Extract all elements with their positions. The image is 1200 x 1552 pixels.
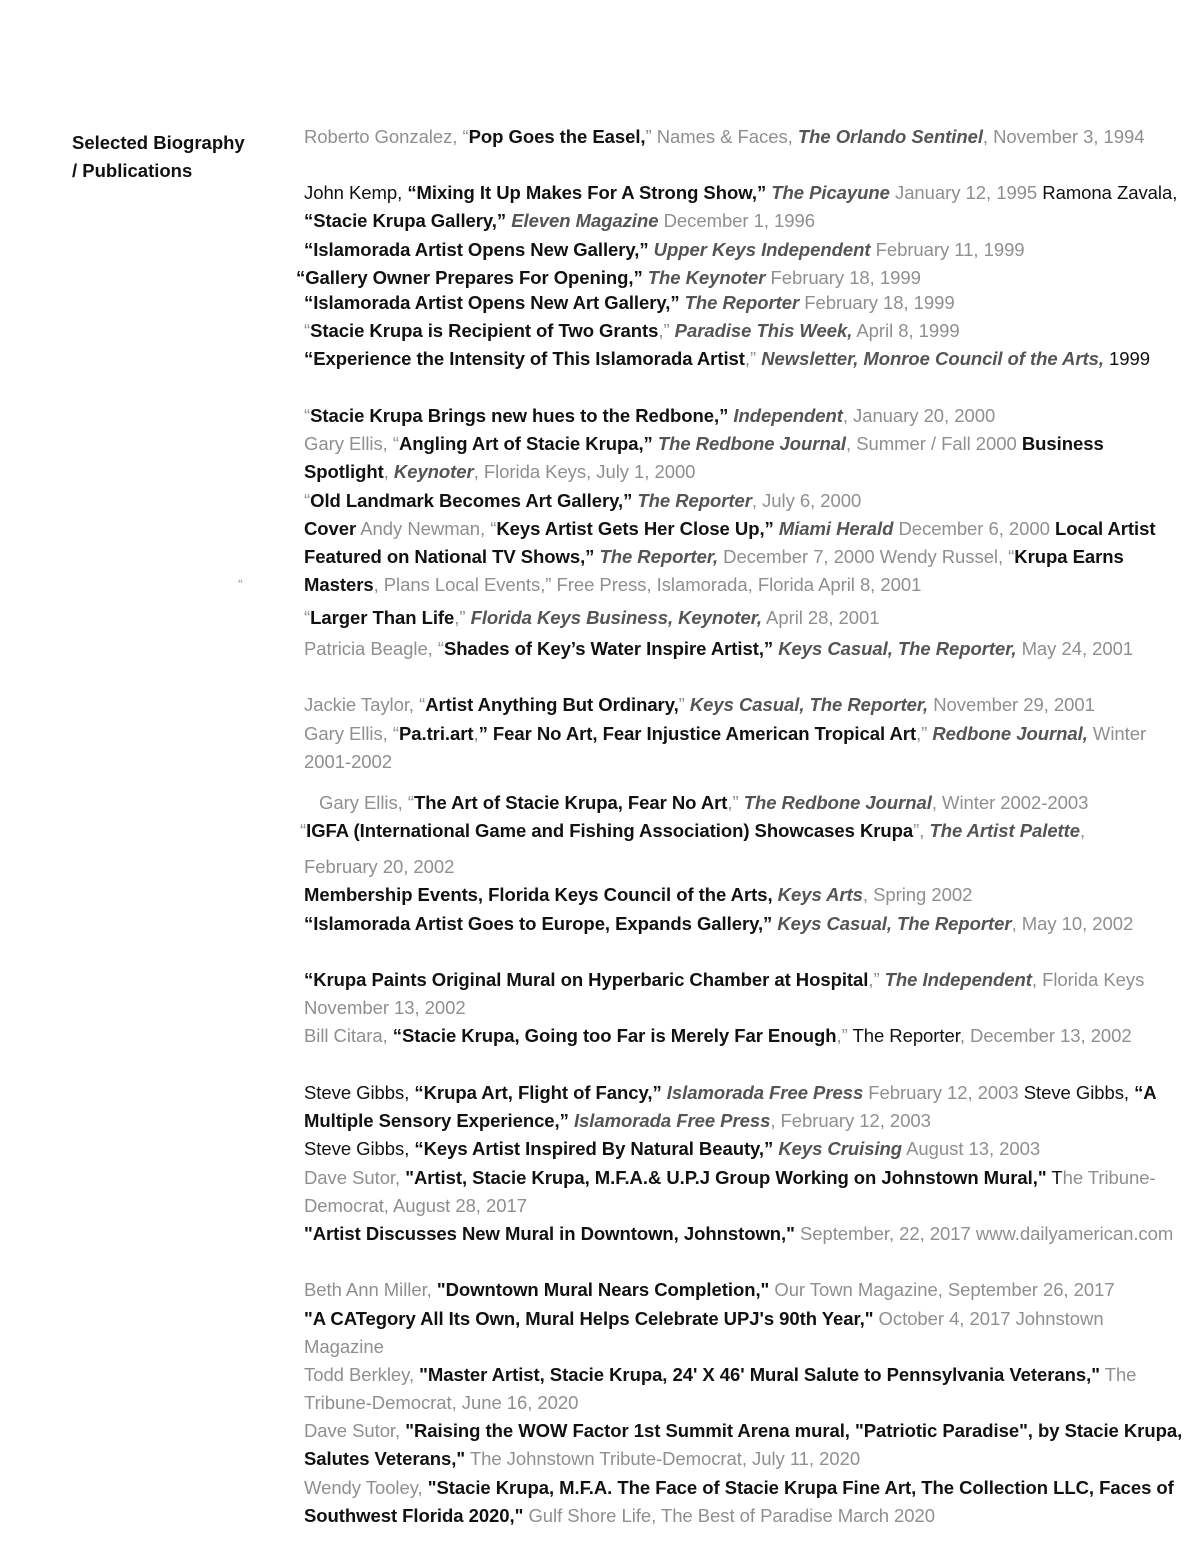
publication-text-segment: “ xyxy=(304,405,311,426)
publication-text-segment: “Mixing It Up Makes For A Strong Show,” xyxy=(407,182,767,203)
publication-text-segment: , February 12, 2003 xyxy=(770,1110,931,1132)
publication-text-segment: Larger Than Life xyxy=(310,607,455,628)
publication-text-segment: "Stacie Krupa, M.F.A. The Face of Stacie Krupa Fine Art, The Collection LLC, Faces of Southwest Florida 2020," xyxy=(304,1477,1174,1527)
publication-text-segment: Keynoter xyxy=(393,461,474,483)
publication-text-segment: The Reporter xyxy=(684,292,800,313)
publication-text-segment: February 18, 1999 xyxy=(765,267,921,288)
publication-text-segment: “Stacie Krupa Gallery,” xyxy=(304,210,507,232)
publication-text-segment: Keys Arts xyxy=(777,884,863,905)
publication-text-segment: “Experience the Intensity of This Islamorada Artist xyxy=(304,348,745,369)
publication-text-segment: Miami Herald xyxy=(778,518,894,539)
publication-text-segment: December 6, 2000 xyxy=(893,518,1055,539)
publication-text-segment: , December 13, 2002 xyxy=(959,1025,1132,1046)
publication-text-segment: , November 3, 1994 xyxy=(982,126,1145,147)
publication-text-segment: “A Multiple Sensory Experience,” xyxy=(304,1082,1156,1132)
publication-entry xyxy=(304,1305,1184,1361)
publication-text-segment: February 12, 2003 xyxy=(863,1082,1024,1103)
publication-text-segment: "Artist Discusses New Mural in Downtown, Johnstown," xyxy=(304,1223,795,1244)
publication-text-segment: Gary Ellis, “ xyxy=(304,433,399,454)
publication-text-segment: The Redbone Journal xyxy=(743,792,932,813)
publication-text-segment: The Tribune-Democrat, June 16, 2020 xyxy=(304,1364,1137,1414)
publication-text-segment: 1999 xyxy=(1109,348,1150,369)
publication-text-segment: Beth Ann Miller, xyxy=(304,1279,437,1300)
publication-text-segment: May 24, 2001 xyxy=(1016,638,1134,659)
publication-text-segment: Redbone Journal, xyxy=(932,723,1088,744)
publication-text-segment: February 20, 2002 xyxy=(304,856,455,877)
publication-text-segment: ” Names & Faces, xyxy=(645,126,798,147)
publication-text-segment: Dave Sutor, xyxy=(304,1420,406,1441)
publication-text-segment: Steve Gibbs, xyxy=(304,1138,415,1159)
publication-text-segment: “Keys Artist Inspired By Natural Beauty,” xyxy=(414,1138,774,1159)
publication-text-segment: "Master Artist, Stacie Krupa, 24' X 46' Mural Salute to Pennsylvania Veterans," xyxy=(419,1364,1100,1385)
publication-text-segment: , Winter 2002-2003 xyxy=(931,792,1089,813)
publication-text-segment: ,” xyxy=(868,969,885,990)
publication-text-segment: Paradise This Week, xyxy=(674,320,853,341)
publication-entry xyxy=(304,881,1184,909)
publication-text-segment: Our Town Magazine, September 26, 2017 xyxy=(769,1279,1115,1300)
publication-text-segment: Newsletter, Monroe Council of the Arts, xyxy=(761,348,1104,369)
publication-text-segment: “Stacie Krupa, Going too Far is Merely Far Enough xyxy=(392,1025,837,1046)
publication-text-segment: The Redbone Journal xyxy=(657,433,847,454)
publication-text-segment: ,” xyxy=(836,1025,853,1046)
section-heading xyxy=(72,129,282,185)
publication-entry xyxy=(304,402,1184,430)
publication-text-segment: The Johnstown Tribute-Democrat, July 11, 2020 xyxy=(465,1448,861,1470)
publication-text-segment: February 11, 1999 xyxy=(870,239,1025,260)
publication-text-segment: The Art of Stacie Krupa, Fear No Art xyxy=(413,792,728,813)
publication-text-segment: John Kemp, xyxy=(304,182,408,203)
publication-text-segment: Dave Sutor, xyxy=(304,1167,406,1188)
publication-text-segment: , July 6, 2000 xyxy=(751,490,862,511)
publication-entry xyxy=(296,264,1184,292)
publication-text-segment: Wendy Tooley, xyxy=(304,1477,428,1498)
publication-text-segment: “ xyxy=(304,607,311,628)
publication-text-segment: , Florida Keys November 13, 2002 xyxy=(304,969,1145,1019)
publication-text-segment: February 18, 1999 xyxy=(799,292,955,313)
publication-entry xyxy=(319,789,1184,817)
publication-text-segment: Ramona Zavala, xyxy=(1042,182,1178,203)
publication-text-segment: , xyxy=(383,461,394,483)
publication-text-segment: December 7, 2000 Wendy Russel, “ xyxy=(718,546,1015,568)
publication-text-segment: August 13, 2003 xyxy=(902,1138,1041,1159)
publication-text-segment: “ xyxy=(304,320,311,341)
publication-text-segment: “Islamorada Artist Goes to Europe, Expands Gallery,” xyxy=(304,913,773,934)
publication-entry xyxy=(304,345,1184,373)
publication-entry xyxy=(304,1417,1184,1473)
publication-text-segment: The Orlando Sentinel xyxy=(797,126,983,147)
publication-entry xyxy=(304,123,1184,151)
publication-entry xyxy=(304,1276,1184,1304)
publication-entry xyxy=(304,720,1184,776)
publication-text-segment: January 12, 1995 xyxy=(889,182,1043,203)
publication-text-segment: ,” xyxy=(658,320,675,341)
publication-text-segment: "Artist, Stacie Krupa, M.F.A.& U.P.J Group Working on Johnstown Mural," xyxy=(405,1167,1047,1188)
publication-text-segment: ”, xyxy=(913,820,930,841)
publication-text-segment: Gary Ellis, “ xyxy=(319,792,414,813)
publication-text-segment: ,” xyxy=(454,607,471,628)
publication-entry xyxy=(304,966,1184,1022)
publication-text-segment: Pop Goes the Easel, xyxy=(468,126,646,147)
publication-text-segment: Steve Gibbs, xyxy=(1023,1082,1135,1103)
publication-text-segment: “Krupa Paints Original Mural on Hyperbaric Chamber at Hospital xyxy=(304,969,869,990)
publication-text-segment: , May 10, 2002 xyxy=(1011,913,1134,934)
publication-text-segment: April 28, 2001 xyxy=(761,607,880,628)
publication-entry xyxy=(300,817,1184,845)
publication-text-segment: T xyxy=(1051,1167,1063,1188)
publication-text-segment: Stacie Krupa Brings new hues to the Redbone,” xyxy=(310,405,729,426)
publication-text-segment: Todd Berkley, xyxy=(304,1364,420,1385)
publication-entry xyxy=(304,1022,1184,1050)
publication-entry xyxy=(304,289,1184,317)
publication-text-segment: Islamorada Free Press xyxy=(573,1110,771,1132)
publication-text-segment: IGFA (International Game and Fishing Association) Showcases Krupa xyxy=(306,820,914,841)
publication-text-segment: Patricia Beagle, “ xyxy=(304,638,444,659)
publication-text-segment: Cover xyxy=(304,518,357,539)
publication-text-segment: Florida Keys Business, Keynoter, xyxy=(470,607,762,628)
publication-text-segment: December 1, 1996 xyxy=(658,210,815,232)
publication-text-segment: Roberto Gonzalez, “ xyxy=(304,126,469,147)
publication-text-segment: ,” xyxy=(916,723,933,744)
publication-text-segment: The Artist Palette xyxy=(929,820,1081,841)
publication-text-segment: Gary Ellis, “ xyxy=(304,723,399,744)
publication-text-segment: The Keynoter xyxy=(647,267,766,288)
publication-text-segment: Andy Newman, “ xyxy=(356,518,497,539)
publication-text-segment: Eleven Magazine xyxy=(511,210,659,232)
publication-text-segment: , Florida Keys, July 1, 2000 xyxy=(473,461,696,483)
publication-entry xyxy=(304,691,1184,719)
publication-entry xyxy=(304,236,1184,264)
publication-text-segment: , Plans Local Events,” Free Press, Islamorada, Florida April 8, 2001 xyxy=(373,574,922,596)
publication-entry xyxy=(304,910,1184,938)
publication-text-segment: The Reporter, xyxy=(599,546,719,568)
publication-text-segment: Artist Anything But Ordinary, xyxy=(425,694,679,715)
publication-entry xyxy=(304,179,1184,235)
publication-text-segment: Shades of Key’s Water Inspire Artist,” xyxy=(443,638,774,659)
publication-text-segment: “Islamorada Artist Opens New Gallery,” xyxy=(304,239,649,260)
publication-text-segment: ” xyxy=(678,694,690,715)
publication-text-segment: Keys Casual, The Reporter xyxy=(777,913,1012,934)
publication-text-segment: “ xyxy=(300,820,307,841)
publication-text-segment: Gulf Shore Life, The Best of Paradise March 2020 xyxy=(523,1505,935,1527)
publication-text-segment: Bill Citara, xyxy=(304,1025,393,1046)
publication-text-segment: “Gallery Owner Prepares For Opening,” xyxy=(296,267,643,288)
publication-text-segment: April 8, 1999 xyxy=(852,320,960,341)
publication-text-segment: Keys Casual, The Reporter, xyxy=(689,694,929,715)
publication-entry xyxy=(304,635,1184,663)
publication-text-segment: Upper Keys Independent xyxy=(653,239,871,260)
publication-text-segment: “ xyxy=(304,490,311,511)
publication-text-segment: The Independent xyxy=(884,969,1032,990)
publication-entry xyxy=(304,1220,1184,1248)
publication-text-segment: "Downtown Mural Nears Completion," xyxy=(436,1279,770,1300)
publication-entry xyxy=(304,430,1184,486)
publication-text-segment: Keys Artist Gets Her Close Up,” xyxy=(496,518,774,539)
publication-entry xyxy=(304,317,1184,345)
publication-entry xyxy=(304,515,1184,600)
publication-text-segment: Business Spotlight xyxy=(304,433,1104,483)
publication-text-segment: Jackie Taylor, “ xyxy=(304,694,426,715)
publication-text-segment: The Reporter xyxy=(852,1025,960,1046)
publication-text-segment: Stacie Krupa is Recipient of Two Grants xyxy=(310,320,659,341)
publication-entry xyxy=(304,487,1184,515)
publication-text-segment: Angling Art of Stacie Krupa,” xyxy=(398,433,653,454)
publication-text-segment: October 4, 2017 Johnstown Magazine xyxy=(304,1308,1104,1358)
publication-text-segment: Islamorada Free Press xyxy=(666,1082,864,1103)
publication-text-segment: "Raising the WOW Factor 1st Summit Arena mural, "Patriotic Paradise", by Stacie Krupa, Salutes Veterans," xyxy=(304,1420,1183,1470)
publication-text-segment: September, 22, 2017 www.dailyamerican.com xyxy=(794,1223,1174,1244)
publication-entry xyxy=(304,1474,1184,1530)
publication-text-segment: Winter 2001-2002 xyxy=(304,723,1147,773)
publication-entry xyxy=(304,1079,1184,1135)
publication-entry xyxy=(304,1361,1184,1417)
publication-entry xyxy=(304,604,1184,632)
publication-entry xyxy=(304,1135,1184,1163)
publication-text-segment: ,” xyxy=(727,792,744,813)
publication-text-segment: Keys Cruising xyxy=(778,1138,903,1159)
publication-entry xyxy=(304,853,1184,881)
publication-text-segment: , January 20, 2000 xyxy=(842,405,996,426)
publication-text-segment: "A CATegory All Its Own, Mural Helps Celebrate UPJ's 90th Year," xyxy=(304,1308,874,1329)
section-heading-line-1: Selected Biography xyxy=(72,132,245,153)
publication-text-segment: , xyxy=(1080,820,1086,841)
publication-text-segment: ,” xyxy=(744,348,762,369)
publication-text-segment: Pa.tri.art xyxy=(398,723,474,744)
publication-text-segment: , Summer / Fall 2000 xyxy=(846,433,1022,454)
publication-text-segment: ” Fear No Art, Fear Injustice American Tropical Art xyxy=(478,723,917,744)
publication-text-segment: The Picayune xyxy=(771,182,890,203)
publication-text-segment: Membership Events, Florida Keys Council of the Arts, xyxy=(304,884,773,905)
publication-text-segment: “Islamorada Artist Opens New Art Gallery,” xyxy=(304,292,680,313)
publication-text-segment: Independent xyxy=(733,405,843,426)
publication-text-segment: Keys Casual, The Reporter, xyxy=(778,638,1017,659)
publication-entry xyxy=(304,1164,1184,1220)
publication-text-segment: he Tribune-Democrat, August 28, 2017 xyxy=(304,1167,1156,1217)
section-heading-line-2: / Publications xyxy=(72,160,193,181)
publication-text-segment: , Spring 2002 xyxy=(862,884,973,905)
publication-text-segment: Local Artist Featured on National TV Shows,” xyxy=(304,518,1156,568)
publication-text-segment: The Reporter xyxy=(637,490,752,511)
publication-text-segment: November 29, 2001 xyxy=(928,694,1095,715)
stray-quote-mark: “ xyxy=(238,576,243,592)
publication-text-segment: “Krupa Art, Flight of Fancy,” xyxy=(414,1082,662,1103)
publication-text-segment: Steve Gibbs, xyxy=(304,1082,415,1103)
publication-text-segment: Krupa Earns Masters xyxy=(304,546,1124,596)
publication-text-segment: , xyxy=(473,723,479,744)
publication-text-segment: Old Landmark Becomes Art Gallery,” xyxy=(310,490,633,511)
